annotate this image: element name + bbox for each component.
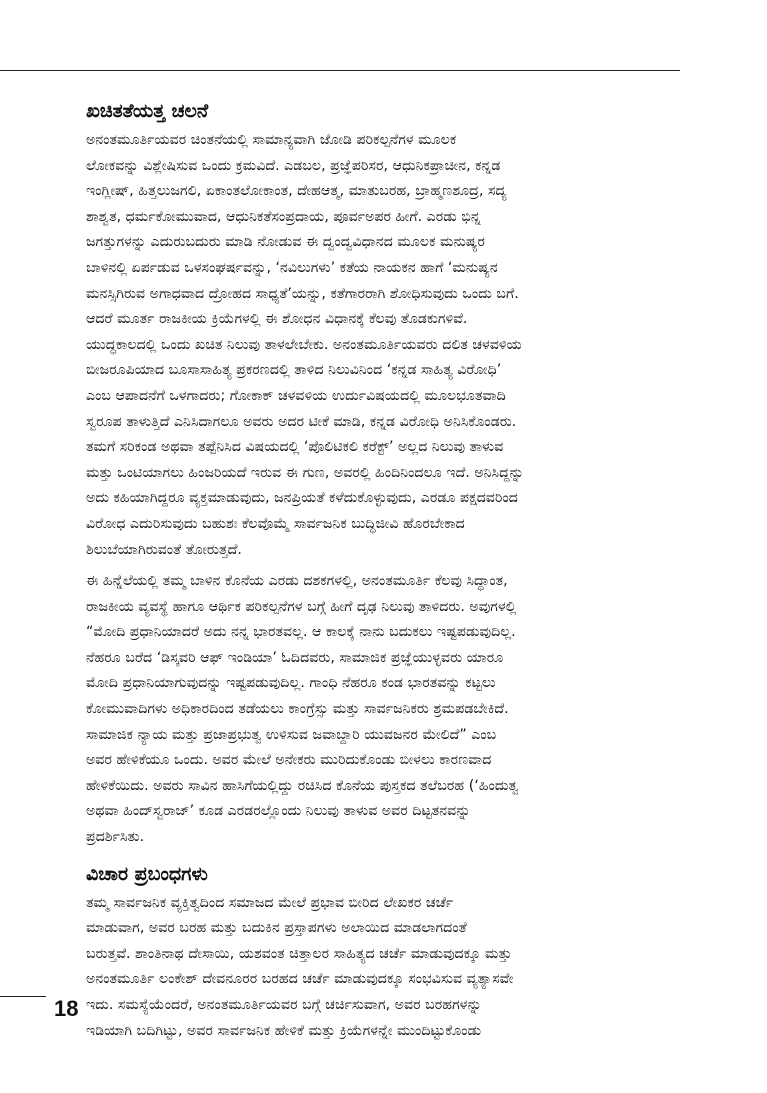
text-line: ನೆಹರೂ ಬರೆದ ‘ಡಿಸ್ಕವರಿ ಆಫ್ ಇಂಡಿಯಾ’ ಓದಿದವರು, ಸಾಮಾಜಿಕ ಪ್ರಜ್ಞೆಯುಳ್ಳವರು ಯಾರೂ bbox=[86, 649, 504, 666]
text-line: ಅನಂತಮೂರ್ತಿ ಲಂಕೇಶ್ ದೇವನೂರರ ಬರಹದ ಚರ್ಚೆ ಮಾಡುವುದಕ್ಕೂ ಸಂಭವಿಸುವ ವ್ಯತ್ಯಾಸವೇ bbox=[86, 971, 514, 988]
text-line: ಮೋದಿ ಪ್ರಧಾನಿಯಾಗುವುದನ್ನು ಇಷ್ಟಪಡುವುದಿಲ್ಲ. ಗಾಂಧಿ ನೆಹರೂ ಕಂಡ ಭಾರತವನ್ನು ಕಟ್ಟಲು bbox=[86, 675, 496, 692]
text-line: ಇಡಿಯಾಗಿ ಬದಿಗಿಟ್ಟು, ಅವರ ಸಾರ್ವಜನಿಕ ಹೇಳಿಕೆ ಮತ್ತು ಕ್ರಿಯೆಗಳನ್ನೇ ಮುಂದಿಟ್ಟುಕೊಂಡು bbox=[86, 1022, 482, 1039]
page-number: 18 bbox=[54, 996, 79, 1021]
text-line: “ಮೋದಿ ಪ್ರಧಾನಿಯಾದರೆ ಅದು ನನ್ನ ಭಾರತವಲ್ಲ. ಆ ಕಾಲಕ್ಕೆ ನಾನು ಬದುಕಲು ಇಷ್ಟಪಡುವುದಿಲ್ಲ. bbox=[86, 624, 516, 641]
text-line: ಅಥವಾ ಹಿಂದ್‌ಸ್ವರಾಜ್’ ಕೂಡ ಎರಡರಲ್ಲೊಂದು ನಿಲುವು ತಾಳುವ ಅವರ ದಿಟ್ಟತನವನ್ನು bbox=[86, 803, 471, 820]
text-line: ಕೋಮುವಾದಿಗಳು ಅಧಿಕಾರದಿಂದ ತಡೆಯಲು ಕಾಂಗ್ರೆಸ್ಸು ಮತ್ತು ಸಾರ್ವಜನಿಕರು ಶ್ರಮಪಡಬೇಕಿದೆ. bbox=[86, 701, 509, 718]
text-line: ಬಾಳಿನಲ್ಲಿ ಏರ್ಪಡುವ ಒಳಸಂಘರ್ಷವನ್ನು, ‘ನವಿಲುಗಳು’ ಕತೆಯ ನಾಯಕನ ಹಾಗೆ ‘ಮನುಷ್ಯನ bbox=[86, 259, 498, 276]
text-line: ಈ ಹಿನ್ನೆಲೆಯಲ್ಲಿ ತಮ್ಮ ಬಾಳಿನ ಕೊನೆಯ ಎರಡು ದಶಕಗಳಲ್ಲಿ, ಅನಂತಮೂರ್ತಿ ಕೆಲವು ಸಿದ್ಧಾಂತ, bbox=[86, 573, 508, 590]
paragraph bbox=[86, 569, 682, 851]
section-heading: ವಿಚಾರ ಪ್ರಬಂಧಗಳು bbox=[86, 862, 208, 885]
text-line: ಮನಸ್ಸಿಗಿರುವ ಅಗಾಧವಾದ ದ್ರೋಹದ ಸಾಧ್ಯತೆ’ಯನ್ನು, ಕತೆಗಾರರಾಗಿ ಶೋಧಿಸುವುದು ಒಂದು ಬಗೆ. bbox=[86, 285, 519, 302]
section-gap bbox=[86, 851, 682, 859]
text-line: ಅವರ ಹೇಳಿಕೆಯೂ ಒಂದು. ಅವರ ಮೇಲೆ ಅನೇಕರು ಮುರಿದುಕೊಂಡು ಬೀಳಲು ಕಾರಣವಾದ bbox=[86, 752, 492, 769]
paragraph bbox=[86, 128, 682, 563]
text-line: ಇದು. ಸಮಸ್ಯೆಯೆಂದರೆ, ಅನಂತಮೂರ್ತಿಯವರ ಬಗ್ಗೆ ಚರ್ಚಿಸುವಾಗ, ಅವರ ಬರಹಗಳನ್ನು bbox=[86, 997, 482, 1013]
text-line: ಬೀಜರೂಪಿಯಾದ ಬೂಸಾಸಾಹಿತ್ಯ ಪ್ರಕರಣದಲ್ಲಿ ತಾಳಿದ ನಿಲುವಿನಿಂದ ‘ಕನ್ನಡ ಸಾಹಿತ್ಯ ವಿರೋಧಿ’ bbox=[86, 362, 502, 379]
text-line: ವಿರೋಧ ಎದುರಿಸುವುದು ಬಹುಶಃ ಕೆಲವೊಮ್ಮೆ ಸಾರ್ವಜನಿಕ ಬುದ್ಧಿಜೀವಿ ಹೊರಬೇಕಾದ bbox=[86, 515, 465, 532]
text-line: ಶಿಲುಬೆಯಾಗಿರುವಂತೆ ತೋರುತ್ತದೆ. bbox=[86, 541, 242, 558]
page-body bbox=[86, 96, 682, 1044]
text-line: ಮಾಡುವಾಗ, ಅವರ ಬರಹ ಮತ್ತು ಬದುಕಿನ ಪ್ರಸ್ತಾಪಗಳು ಅಲಾಯಿದ ಮಾಡಲಾಗದಂತೆ bbox=[86, 920, 467, 937]
text-line: ರಾಜಕೀಯ ವ್ಯವಸ್ಥೆ ಹಾಗೂ ಆರ್ಥಿಕ ಪರಿಕಲ್ಪನೆಗಳ ಬಗ್ಗೆ ಹೀಗೆ ದೃಢ ನಿಲುವು ತಾಳಿದರು. ಅವುಗಳಲ್ಲಿ bbox=[86, 598, 517, 615]
text-line: ಶಾಶ್ವತ, ಧರ್ಮಕೋಮುವಾದ, ಆಧುನಿಕತೆಸಂಪ್ರದಾಯ, ಪೂರ್ವಅಪರ ಹೀಗೆ. ಎರಡು ಭಿನ್ನ bbox=[86, 208, 481, 225]
text-line: ಯುದ್ಧಕಾಲದಲ್ಲಿ ಒಂದು ಖಚಿತ ನಿಲುವು ತಾಳಲೇಬೇಕು. ಅನಂತಮೂರ್ತಿಯವರು ದಲಿತ ಚಳವಳಿಯ bbox=[86, 336, 522, 353]
text-line: ಬರುತ್ತವೆ. ಶಾಂತಿನಾಥ ದೇಸಾಯಿ, ಯಶವಂತ ಚಿತ್ತಾಲರ ಸಾಹಿತ್ಯದ ಚರ್ಚೆ ಮಾಡುವುದಕ್ಕೂ ಮತ್ತು bbox=[86, 945, 512, 962]
header-rule bbox=[0, 70, 680, 71]
text-line: ತಮ್ಮ ಸಾರ್ವಜನಿಕ ವ್ಯಕ್ತಿತ್ವದಿಂದ ಸಮಾಜದ ಮೇಲೆ ಪ್ರಭಾವ ಬೀರಿದ ಲೇಖಕರ ಚರ್ಚೆ bbox=[86, 894, 454, 911]
text-line: ಇಂಗ್ಲೀಷ್, ಹಿತ್ತಲುಜಗಲಿ, ಏಕಾಂತಲೋಕಾಂತ, ದೇಹಆತ್ಮ, ಮಾತುಬರಹ, ಬ್ರಾಹ್ಮಣಶೂದ್ರ, ಸದ್ಯ bbox=[86, 183, 507, 200]
text-line: ಅನಂತಮೂರ್ತಿಯವರ ಚಿಂತನೆಯಲ್ಲಿ ಸಾಮಾನ್ಯವಾಗಿ ಜೋಡಿ ಪರಿಕಲ್ಪನೆಗಳ ಮೂಲಕ bbox=[86, 132, 457, 148]
text-line: ಹೇಳಿಕೆಯಿದು. ಅವರು ಸಾವಿನ ಹಾಸಿಗೆಯಲ್ಲಿದ್ದು ರಚಿಸಿದ ಕೊನೆಯ ಪುಸ್ತಕದ ತಲೆಬರಹ (‘ಹಿಂದುತ್ವ bbox=[86, 777, 519, 794]
footer-rule bbox=[0, 996, 46, 997]
text-line: ಅದು ಕಹಿಯಾಗಿದ್ದರೂ ವ್ಯಕ್ತಮಾಡುವುದು, ಜನಪ್ರಿಯತೆ ಕಳೆದುಕೊಳ್ಳುವುದು, ಎರಡೂ ಪಕ್ಷದವರಿಂದ bbox=[86, 490, 518, 507]
text-line: ಪ್ರದರ್ಶಿಸಿತು. bbox=[86, 829, 145, 846]
text-line: ತಮಗೆ ಸರಿಕಂಡ ಅಥವಾ ತಪ್ಪೆನಿಸಿದ ವಿಷಯದಲ್ಲಿ ‘ಪೊಲಿಟಿಕಲಿ ಕರೆಕ್ಟ್’ ಅಲ್ಲದ ನಿಲುವು ತಾಳುವ bbox=[86, 439, 504, 456]
text-line: ಆದರೆ ಮೂರ್ತ ರಾಜಕೀಯ ಕ್ರಿಯೆಗಳಲ್ಲಿ ಈ ಶೋಧನ ವಿಧಾನಕ್ಕೆ ಕೆಲವು ತೊಡಕುಗಳಿವೆ. bbox=[86, 311, 468, 328]
text-line: ಲೋಕವನ್ನು ವಿಶ್ಲೇಷಿಸುವ ಒಂದು ಕ್ರಮವಿದೆ. ಎಡಬಲ, ಪ್ರಜ್ಞೆಪರಿಸರ, ಆಧುನಿಕಪ್ರಾಚೀನ, ಕನ್ನಡ bbox=[86, 157, 501, 174]
text-line: ಜಗತ್ತುಗಳನ್ನು ಎದುರುಬದುರು ಮಾಡಿ ನೋಡುವ ಈ ದ್ವಂದ್ವವಿಧಾನದ ಮೂಲಕ ಮನುಷ್ಯರ bbox=[86, 234, 486, 251]
text-line: ಎಂಬ ಆಪಾದನೆಗೆ ಒಳಗಾದರು; ಗೋಕಾಕ್ ಚಳವಳಿಯ ಉರ್ದುವಿಷಯದಲ್ಲಿ ಮೂಲಭೂತವಾದಿ bbox=[86, 387, 506, 404]
text-line: ಸ್ವರೂಪ ತಾಳುತ್ತಿದೆ ಎನಿಸಿದಾಗಲೂ ಅವರು ಅದರ ಟೀಕೆ ಮಾಡಿ, ಕನ್ನಡ ವಿರೋಧಿ ಅನಿಸಿಕೊಂಡರು. bbox=[86, 413, 517, 430]
text-line: ಮತ್ತು ಒಂಟಿಯಾಗಲು ಹಿಂಜರಿಯದೆ ಇರುವ ಈ ಗುಣ, ಅವರಲ್ಲಿ ಹಿಂದಿನಿಂದಲೂ ಇದೆ. ಅನಿಸಿದ್ದನ್ನು bbox=[86, 464, 524, 481]
paragraph bbox=[86, 891, 682, 1045]
text-line: ಸಾಮಾಜಿಕ ನ್ಯಾಯ ಮತ್ತು ಪ್ರಜಾಪ್ರಭುತ್ವ ಉಳಿಸುವ ಜವಾಬ್ದಾರಿ ಯುವಜನರ ಮೇಲಿದೆ” ಎಂಬ bbox=[86, 726, 497, 743]
section-heading: ಖಚಿತತೆಯತ್ತ ಚಲನೆ bbox=[86, 100, 209, 122]
